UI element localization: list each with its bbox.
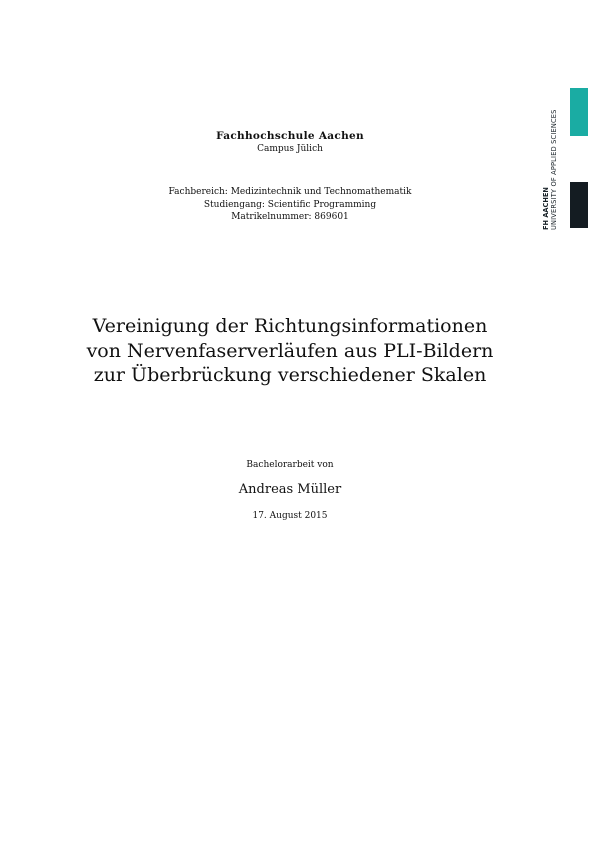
author-block (0, 482, 580, 497)
program-line: Studiengang: Scientific Programming (203, 199, 377, 210)
title-line-2: von Nervenfaserverläufen aus PLI-Bildern (86, 339, 494, 362)
title-line-1: Vereinigung der Richtungsinformationen (92, 315, 488, 337)
student-id-line: Matrikelnummer: 869601 (231, 212, 349, 222)
fh-aachen-logo (540, 84, 590, 232)
logo-text-area (542, 84, 566, 232)
logo-teal-bar (570, 88, 588, 136)
author-name: Andreas Müller (238, 482, 342, 497)
logo-brand: FH AACHEN (542, 187, 550, 230)
logo-dark-bar (570, 182, 588, 228)
study-details (0, 186, 580, 224)
thesis-type: Bachelorarbeit von (246, 460, 334, 470)
thesis-date: 17. August 2015 (252, 511, 328, 521)
department-line: Fachbereich: Medizintechnik und Technomathematik (168, 187, 412, 197)
institution-header (0, 130, 580, 154)
thesis-title (0, 314, 580, 388)
title-line-3: zur Überbrückung verschiedener Skalen (93, 364, 487, 386)
thesis-type-block (0, 459, 580, 472)
campus-name: Campus Jülich (257, 144, 323, 154)
school-name: Fachhochschule Aachen (216, 130, 364, 142)
logo-subtitle: UNIVERSITY OF APPLIED SCIENCES (550, 109, 558, 230)
logo-text (542, 109, 558, 230)
date-block (0, 510, 580, 523)
